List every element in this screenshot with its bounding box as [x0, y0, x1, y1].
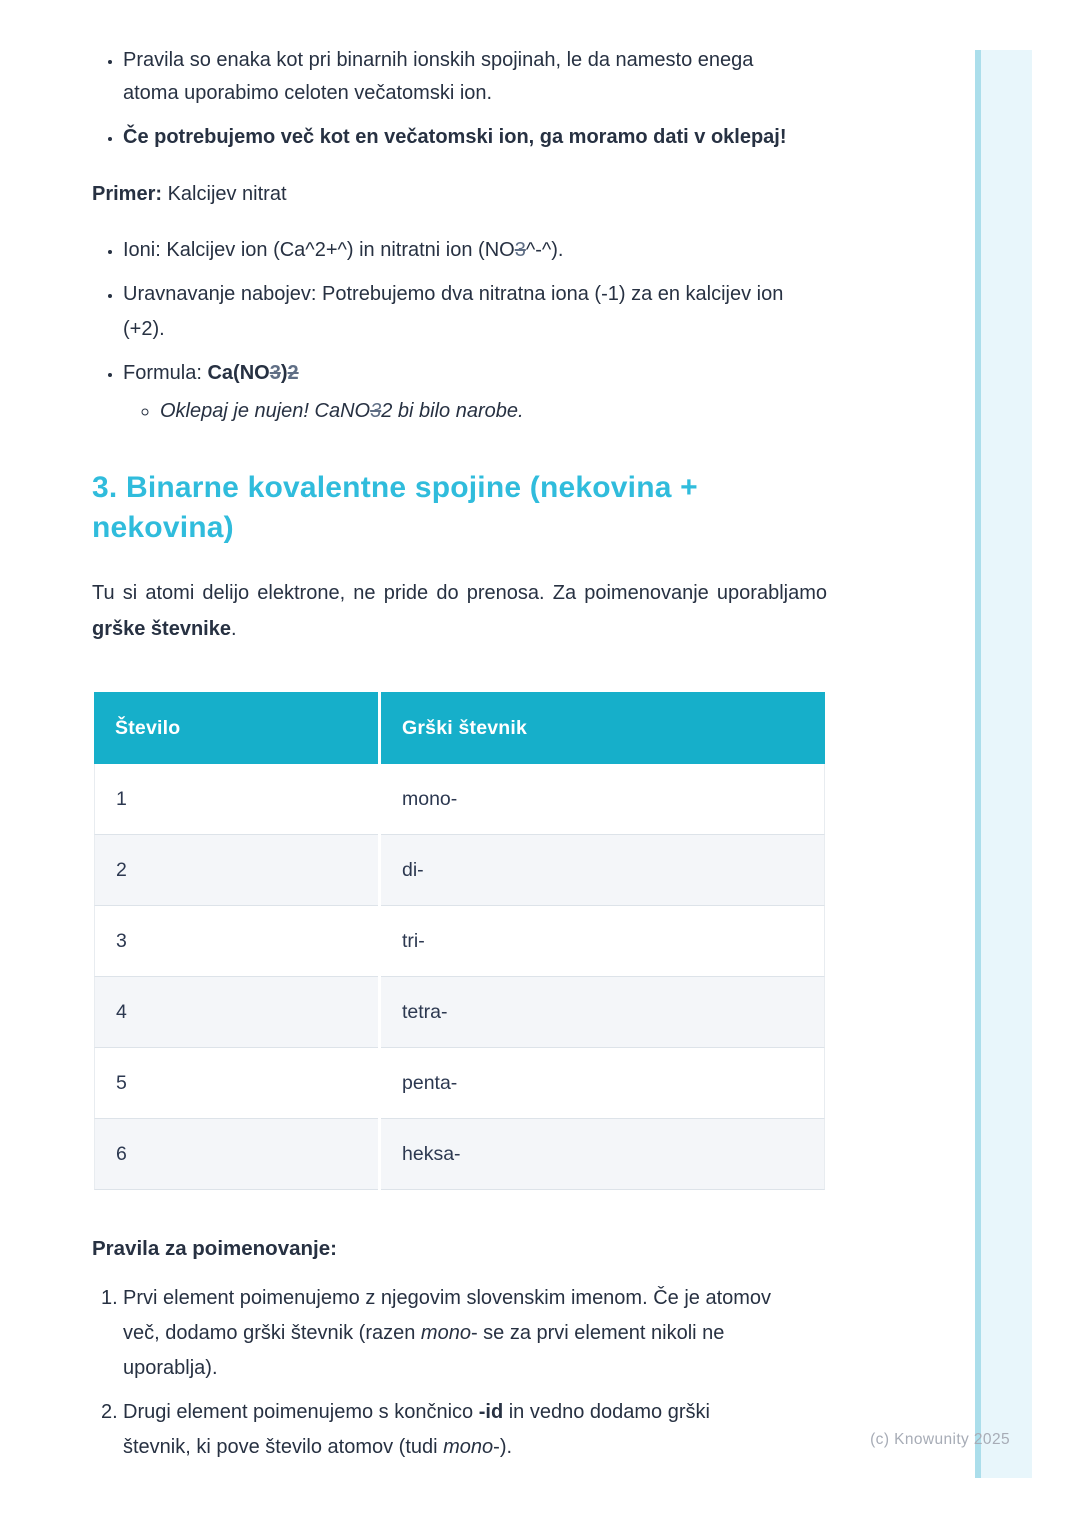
rule-text-end: -). — [493, 1436, 513, 1458]
column-header-greek-numeral: Grški števnik — [381, 692, 825, 764]
side-accent-stripe — [975, 50, 1032, 1478]
list-number: 1. — [101, 1287, 118, 1309]
ions-text-end: ^-^). — [525, 239, 564, 261]
rule-text: Prvi element poimenujemo z njegovim slovenskim imenom. Če je atomov več, dodamo grški števnik (razen — [123, 1287, 772, 1344]
charge-balancing-text: Uravnavanje nabojev: Potrebujemo dva nitratna iona (-1) za en kalcijev ion (+2). — [123, 283, 784, 340]
rule-text-end: - se za prvi element nikoli ne uporablja). — [123, 1322, 725, 1379]
rule-italic-text: mono — [420, 1322, 471, 1344]
table-row — [94, 1048, 825, 1119]
rule-italic-text: mono — [443, 1436, 494, 1458]
paragraph-bold-text: grške števnike — [92, 618, 231, 640]
intro-bullet-list — [92, 44, 792, 154]
note-text-end: 2 bi bilo narobe. — [381, 400, 524, 422]
rule-bold-text: -id — [478, 1401, 504, 1423]
ions-text: Ioni: Kalcijev ion (Ca^2+^) in nitratni ion (NO — [123, 239, 515, 261]
section-heading: 3. Binarne kovalentne spojine (nekovina + nekovina) — [92, 471, 698, 544]
struck-subscript: 2 — [287, 362, 299, 384]
table-header-row — [94, 692, 825, 764]
paragraph-text: Tu si atomi delijo elektrone, ne pride do prenosa. Za poimenovanje uporabljamo — [92, 582, 827, 604]
cell-number: 1 — [94, 764, 378, 835]
rule-text: in vedno dodamo grški števnik, ki pove število atomov (tudi — [123, 1401, 710, 1458]
bullet-text: Če potrebujemo več kot en večatomski ion, ga moramo dati v oklepaj! — [123, 126, 787, 148]
note-text: Oklepaj je nujen! CaNO — [160, 400, 371, 422]
bullet-rules-same — [123, 44, 792, 110]
bullet-formula — [123, 356, 792, 428]
greek-numerals-table — [91, 692, 828, 1190]
primer-text: Kalcijev nitrat — [162, 183, 287, 205]
bullet-parentheses-warning — [123, 121, 792, 154]
struck-subscript: 3 — [370, 400, 382, 422]
primer-label: Primer: — [92, 183, 163, 205]
cell-number: 5 — [94, 1048, 378, 1119]
cell-prefix: tri- — [381, 906, 825, 977]
naming-rules-list — [92, 1281, 783, 1465]
struck-subscript: 3 — [269, 362, 281, 384]
bullet-formula-note — [160, 395, 803, 428]
formula-part: ) — [280, 362, 288, 384]
cell-prefix: heksa- — [381, 1119, 825, 1190]
struck-subscript: 3 — [514, 239, 526, 261]
bullet-charge-balancing — [123, 277, 792, 347]
table-row — [94, 977, 825, 1048]
cell-number: 6 — [94, 1119, 378, 1190]
rule-first-element — [92, 1281, 783, 1386]
formula-note-list — [123, 395, 803, 428]
cell-number: 2 — [94, 835, 378, 906]
bullet-text: Pravila so enaka kot pri binarnih ionskih spojinah, le da namesto enega atoma uporabimo celoten večatomski ion. — [123, 49, 754, 104]
paragraph-text-end: . — [230, 618, 237, 640]
formula-part: Ca(NO — [207, 362, 270, 384]
section-paragraph — [92, 575, 827, 647]
table-row — [94, 764, 825, 835]
example-bullet-list — [92, 233, 792, 428]
cell-number: 3 — [94, 906, 378, 977]
table-row — [94, 1119, 825, 1190]
cell-number: 4 — [94, 977, 378, 1048]
rules-heading: Pravila za poimenovanje: — [92, 1237, 337, 1260]
rule-second-element — [92, 1395, 783, 1465]
example-title — [92, 178, 827, 211]
table-row — [94, 906, 825, 977]
cell-prefix: tetra- — [381, 977, 825, 1048]
formula-label: Formula: — [123, 362, 208, 384]
cell-prefix: penta- — [381, 1048, 825, 1119]
cell-prefix: di- — [381, 835, 825, 906]
table-row — [94, 835, 825, 906]
page-content — [92, 40, 827, 1474]
rule-text: Drugi element poimenujemo s končnico — [123, 1401, 479, 1423]
column-header-number: Število — [94, 692, 378, 764]
bullet-ions — [123, 233, 792, 268]
list-number: 2. — [101, 1401, 118, 1423]
copyright-watermark: (c) Knowunity 2025 — [870, 1431, 1010, 1448]
cell-prefix: mono- — [381, 764, 825, 835]
